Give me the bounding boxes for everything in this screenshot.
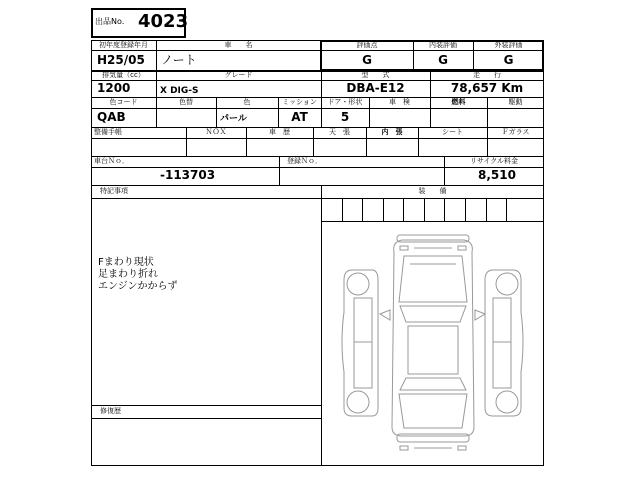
label-color-code: 色コード [109, 98, 138, 106]
lot-number: 4023 [138, 11, 189, 32]
label-registration-no: 登録Ｎｏ． [287, 157, 322, 165]
label-mileage: 走 行 [473, 71, 501, 79]
label-fuel: 燃料 [451, 98, 466, 106]
label-equipment: 装 備 [418, 187, 447, 195]
value-recycle-fee: 8,510 [478, 168, 516, 182]
value-doors: 5 [340, 110, 350, 124]
label-service-book: 整備手帳 [94, 128, 122, 136]
value-mission: AT [291, 110, 308, 124]
label-nox: ＮＯＸ [205, 128, 227, 136]
label-model: 型 式 [361, 71, 390, 79]
remark-line: Fまわり現状 [98, 257, 154, 268]
label-remarks: 特記事項 [100, 187, 128, 195]
label-interior-trim: 内 張 [381, 128, 403, 136]
value-color: パール [220, 114, 247, 124]
value-car-name: ノート [161, 53, 197, 67]
label-exterior: 外装評価 [494, 41, 523, 49]
label-drive: 駆動 [508, 98, 523, 106]
car-damage-diagram [322, 222, 543, 465]
label-inspection: 車 検 [389, 98, 410, 106]
value-color-code: QAB [97, 110, 126, 124]
label-sunroof: 天 張 [329, 128, 350, 136]
label-chassis: 車台Ｎｏ． [94, 157, 129, 165]
lot-number-label: 出品No． [95, 17, 130, 26]
label-mission: ミッション [282, 98, 317, 106]
label-interior: 内装評価 [429, 41, 457, 49]
value-score: G [362, 53, 372, 67]
label-color-family: 色替 [179, 98, 193, 106]
label-history: 車 歴 [269, 128, 290, 136]
value-displacement: 1200 [97, 81, 131, 95]
label-score: 評価点 [356, 41, 378, 49]
value-interior: G [438, 53, 448, 67]
label-grade: グレード [224, 71, 253, 79]
label-repair-history: 修復歴 [100, 407, 121, 415]
label-displacement: 排気量（cc） [102, 71, 145, 79]
value-model: DBA-E12 [346, 81, 405, 95]
value-mileage: 78,657 Km [450, 81, 524, 95]
remark-line: エンジンかからず [98, 281, 178, 292]
remark-line: 足まわり折れ [98, 269, 158, 280]
value-first-registration: H25/05 [97, 53, 145, 67]
label-color: 色 [243, 98, 251, 106]
value-grade: X DIG-S [160, 86, 199, 96]
label-f-glass: Ｆガラス [501, 128, 530, 136]
label-seat: シート [442, 128, 463, 136]
label-first-registration: 初年度登録年月 [99, 41, 148, 49]
value-chassis-number: -113703 [160, 168, 216, 182]
value-exterior: G [503, 53, 514, 67]
label-doors: ドア・形状 [327, 98, 363, 106]
label-recycle: リサイクル料金 [469, 157, 519, 165]
label-car-name: 車 名 [224, 41, 253, 49]
